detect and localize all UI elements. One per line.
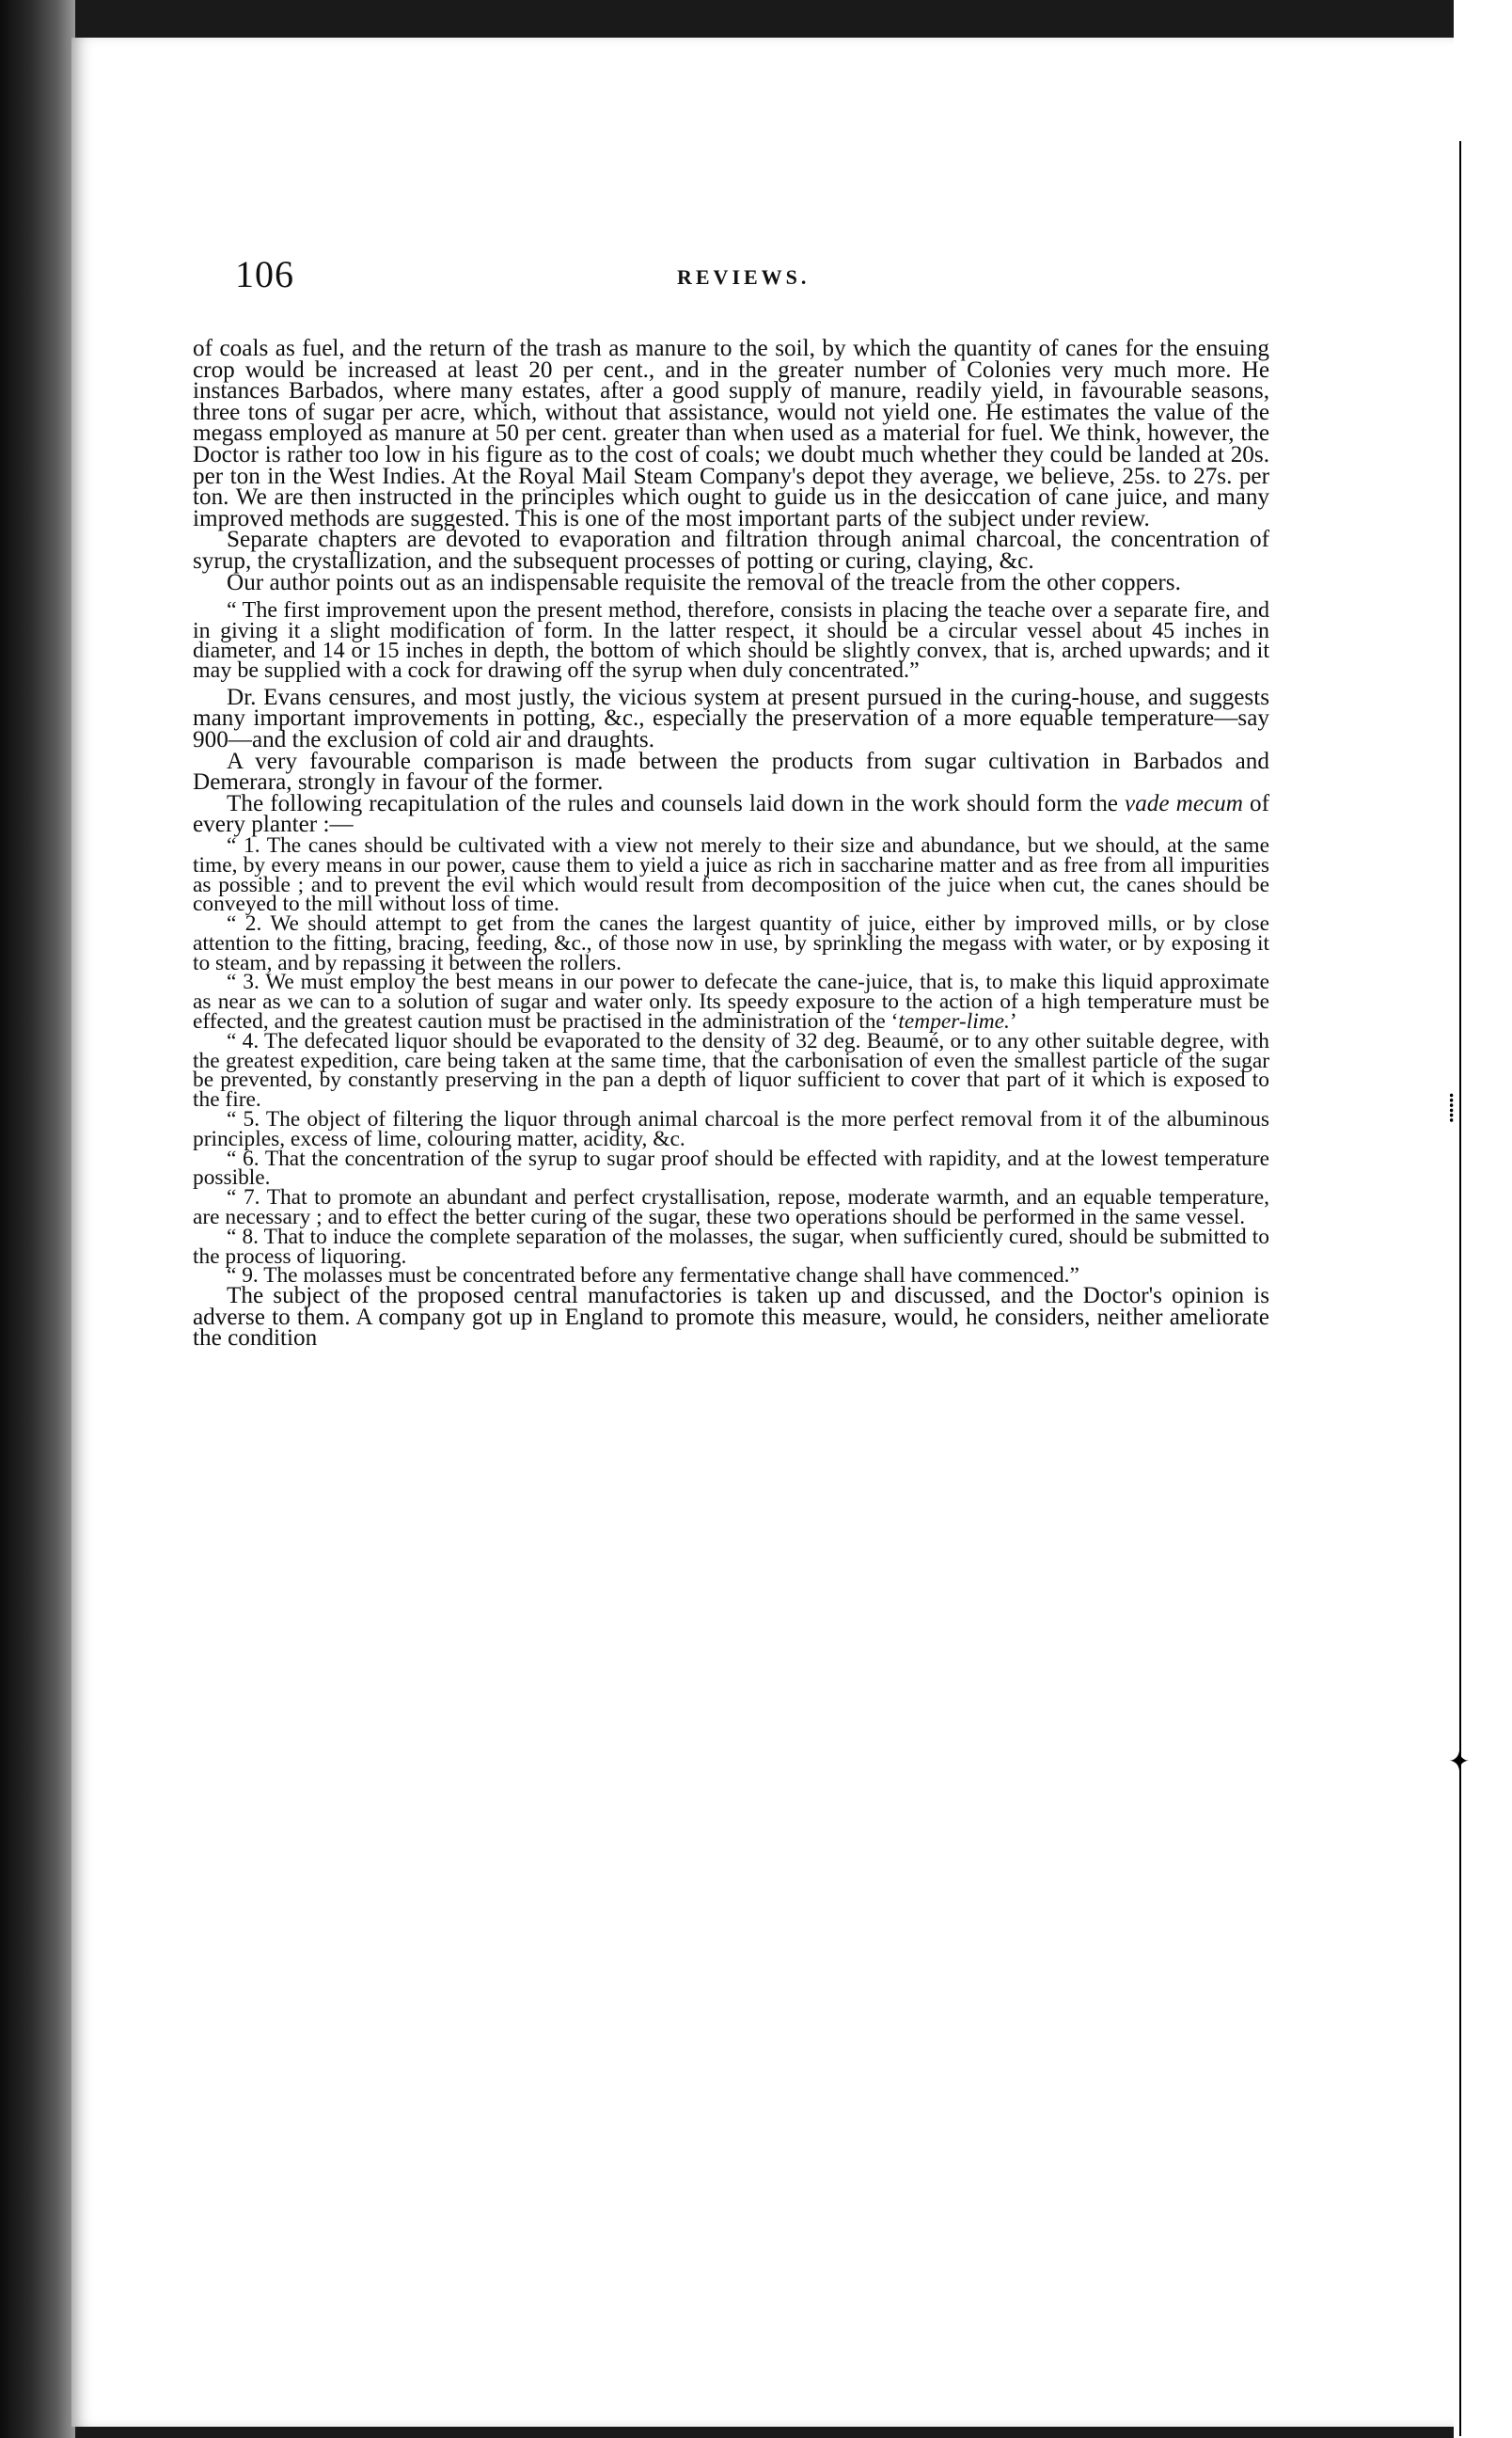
rule-text: “ 3. We must employ the best means in our power to defecate the cane-juice, that is, to make this liquid approximate as near as we can to a solution of sugar and water only. Its speedy exposure to the action of a high temperature must be effected, and the greatest caution must be practised in the administration of the ‘ xyxy=(193,970,1269,1035)
book-binding xyxy=(0,0,75,2438)
rule-text: ’ xyxy=(1009,1009,1017,1035)
italic-phrase: vade mecum xyxy=(1125,790,1243,816)
block-quote: “ The first improvement upon the present method, therefore, consists in placing the teache over a separate fire, and in giving it a slight modification of form. In the latter respect, it should be a circular vessel about 45 inches in diameter, and 14 or 15 inches in depth, the bottom of which should be slightly convex, that is, arched upwards; and it may be supplied with a cock for drawing off the syrup when duly concentrated.” xyxy=(193,598,1269,684)
paragraph: A very favourable comparison is made between the products from sugar cultivation in Barbados and Demerara, strongly in favour of the former. xyxy=(193,748,1269,796)
paragraph-text: of every planter :— xyxy=(193,790,1270,838)
page-edge-line xyxy=(1459,141,1461,2436)
paragraph: of coals as fuel, and the return of the trash as manure to the soil, by which the quantity of canes for the ensuing crop would be increased at least 20 per cent., and in the greater number of Colonies very much more. He instances Barbados, where many estates, after a good supply of manure, readily yield, in favourable seasons, three tons of sugar per acre, which, without that assistance, would not yield one. He estimates the value of the megass employed as manure at 50 per cent. greater than when used as a material for fuel. We think, however, the Doctor is rather too low in his figure as to the cost of coals; we doubt much whether they could be landed at 20s. per ton in the West Indies. At the Royal Mail Steam Company's depot they average, we believe, 25s. to 27s. per ton. We are then instructed in the principles which ought to guide us in the desiccation of cane juice, and many improved methods are suggested. This is one of the most important parts of the subject under review. xyxy=(193,336,1269,531)
paragraph: Separate chapters are devoted to evaporation and filtration through animal charcoal, the concentration of syrup, the crystallization, and the subsequent processes of potting or curing, claying, &c. xyxy=(193,527,1269,574)
italic-phrase: temper-lime. xyxy=(898,1009,1010,1035)
rule-item-5: “ 5. The object of filtering the liquor through animal charcoal is the more perfect removal from it of the albuminous principles, excess of lime, colouring matter, acidity, &c. xyxy=(193,1107,1269,1151)
page-number: 106 xyxy=(235,253,294,295)
paragraph-text: The following recapitulation of the rules and counsels laid down in the work should form the xyxy=(227,790,1126,816)
rule-item-8: “ 8. That to induce the complete separation of the molasses, the sugar, when sufficiently cured, should be submitted to the process of liquoring. xyxy=(193,1224,1269,1269)
edge-mark: ⸽ xyxy=(1448,1094,1456,1123)
page-right-margin xyxy=(1454,0,1512,2438)
paragraph: Dr. Evans censures, and most justly, the vicious system at present pursued in the curing-house, and suggests many important improvements in potting, &c., especially the preservation of a more equable temperature—say 900—and the exclusion of cold air and draughts. xyxy=(193,684,1269,752)
rule-item-9: “ 9. The molasses must be concentrated before any fermentative change shall have commenced.” xyxy=(227,1263,1079,1289)
paragraph: Our author points out as an indispensable requisite the removal of the treacle from the other coppers. xyxy=(227,569,1181,595)
edge-mark: ✦ xyxy=(1448,1748,1471,1777)
rule-item-2: “ 2. We should attempt to get from the canes the largest quantity of juice, either by improved mills, or by close attention to the fitting, bracing, feeding, &c., of those now in use, by sprinkling the megass with water, or by exposing it to steam, and by repassing it between the rollers. xyxy=(193,911,1269,975)
paragraph xyxy=(193,790,1270,838)
rule-item-6: “ 6. That the concentration of the syrup to sugar proof should be effected with rapidity, and at the lowest temperature possible. xyxy=(193,1146,1269,1191)
rule-item-3 xyxy=(193,970,1269,1035)
page-header xyxy=(235,252,1279,309)
rule-item-4: “ 4. The defecated liquor should be evaporated to the density of 32 deg. Beaumé, or to any other suitable degree, with the greatest expedition, care being taken at the same time, that the carbonisation of even the smallest particle of the sugar be prevented, by constantly preserving in the pan a depth of liquor sufficient to cover that part of it which is exposed to the fire. xyxy=(193,1028,1269,1113)
rule-item-1: “ 1. The canes should be cultivated with a view not merely to their size and abundance, but we should, at the same time, by every means in our power, cause them to yield a juice as rich in saccharine matter and as free from all impurities as possible ; and to prevent the evil which would result from decomposition of the juice when cut, the canes should be conveyed to the mill without loss of time. xyxy=(193,832,1269,917)
paragraph: The subject of the proposed central manufactories is taken up and discussed, and the Doctor's opinion is adverse to them. A company got up in England to promote this measure, would, he considers, neither ameliorate the condition xyxy=(193,1283,1269,1352)
page-body xyxy=(193,336,1270,1352)
running-head: REVIEWS. xyxy=(677,265,811,289)
rule-item-7: “ 7. That to promote an abundant and perfect crystallisation, repose, moderate warmth, and an equable temperature, are necessary ; and to effect the better curing of the sugar, these two operations should be performed in the same vessel. xyxy=(193,1185,1269,1230)
